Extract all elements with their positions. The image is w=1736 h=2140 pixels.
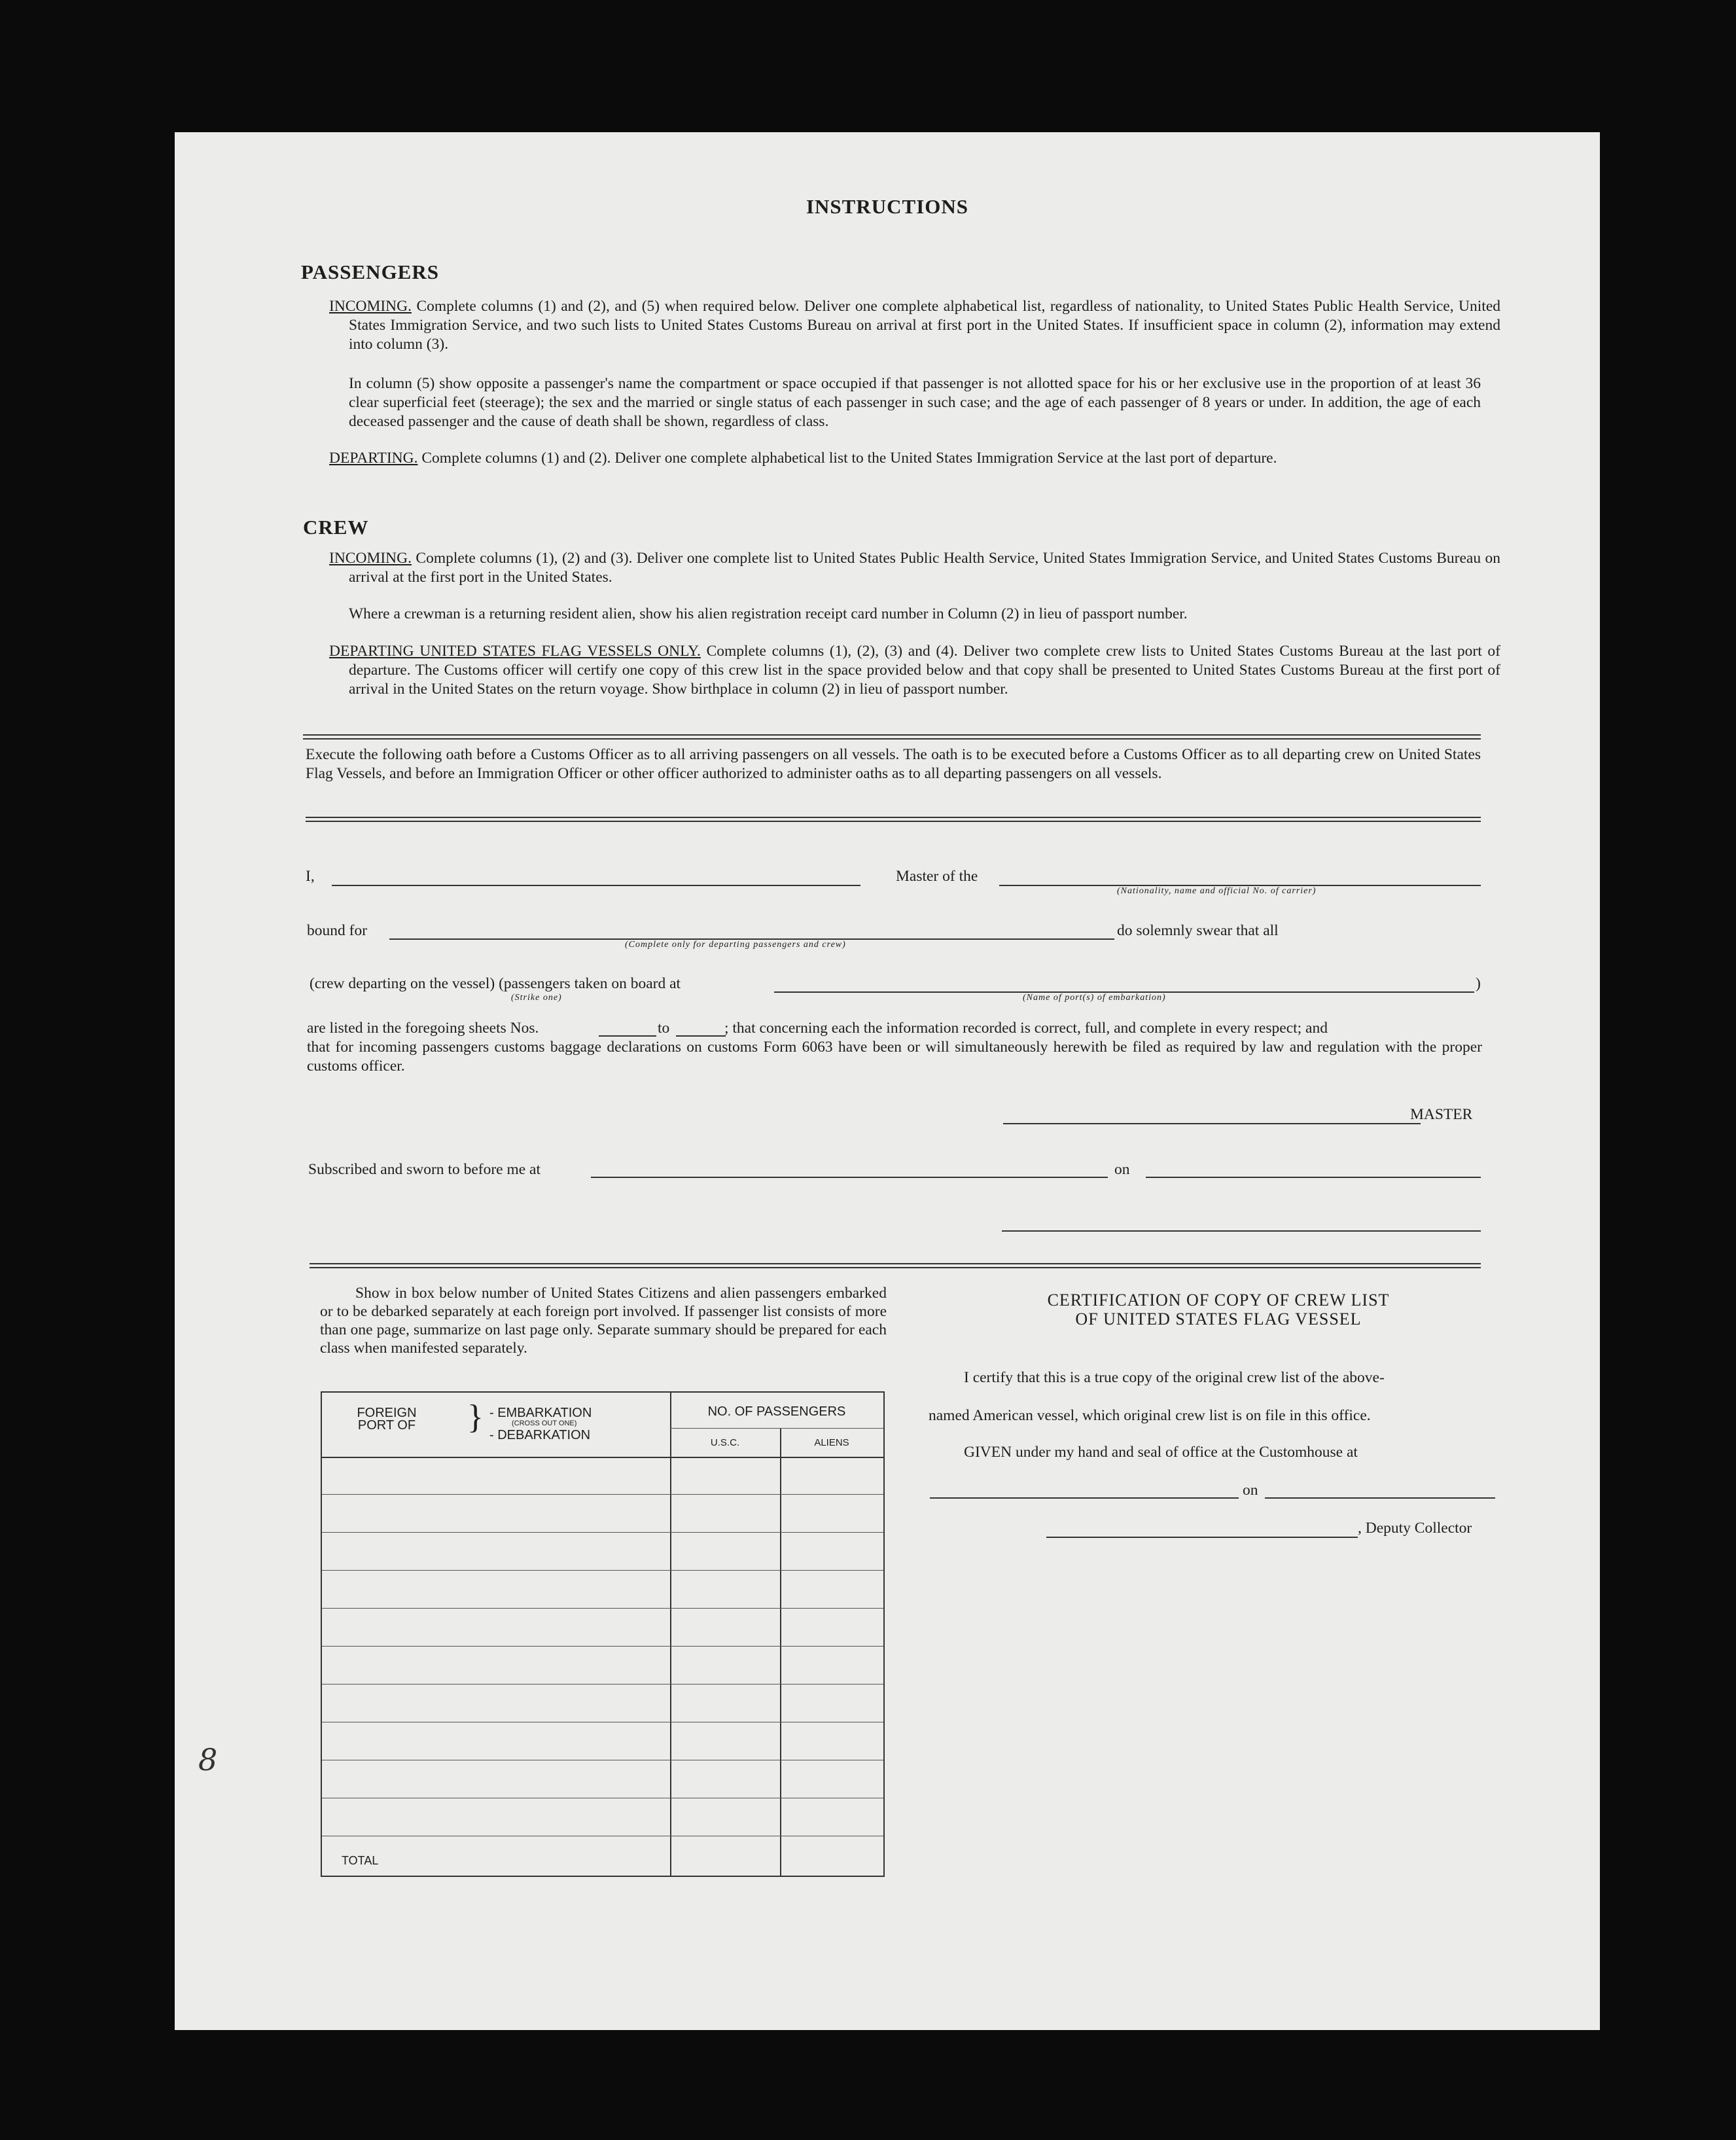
complete-only-caption: (Complete only for departing passengers and crew): [625, 940, 846, 950]
master-name-field[interactable]: [332, 885, 860, 886]
baggage-declaration-text: that for incoming passengers customs baggage declarations on customs Form 6063 have been or will simultaneously herewith be filed as required by law and regulation with the proper customs officer.: [307, 1039, 1482, 1075]
crew-passengers-text: (crew departing on the vessel) (passengers taken on board at: [310, 975, 681, 992]
section-divider: [303, 734, 1481, 740]
certification-date-field[interactable]: [1265, 1497, 1495, 1499]
nationality-caption: (Nationality, name and official No. of carrier): [1117, 886, 1317, 896]
embarkation-label: - EMBARKATION: [489, 1406, 592, 1420]
document-page: [175, 132, 1600, 2030]
master-signature-field[interactable]: [1003, 1123, 1421, 1124]
subscribed-label: Subscribed and sworn to before me at: [308, 1161, 541, 1178]
page-title: INSTRUCTIONS: [806, 195, 968, 218]
crew-departing-text: Complete columns (1), (2), (3) and (4). Deliver two complete crew lists to United States Customs Bureau at the last port of departure. The Customs officer will certify one copy of this crew list in the space provided below and that copy shall be presented to United States Customs Bureau at the first port of arrival in the United States on the return voyage. Show birthplace in column (2) in lieu of passport number.: [349, 643, 1500, 698]
usc-label: U.S.C.: [710, 1437, 740, 1448]
strike-one-caption: (Strike one): [511, 993, 562, 1003]
debarkation-label: - DEBARKATION: [489, 1428, 591, 1442]
customhouse-place-field[interactable]: [930, 1497, 1239, 1499]
certification-on-label: on: [1243, 1482, 1258, 1499]
master-of-label: Master of the: [896, 868, 978, 885]
sworn-place-field[interactable]: [591, 1177, 1108, 1178]
crew-incoming-text: Complete columns (1), (2) and (3). Deliver one complete list to United States Public Health Service, United States Immigration Service, and United States Customs Bureau on arrival at the first port in the United States.: [349, 550, 1500, 586]
margin-handwritten-mark: 8: [198, 1742, 218, 1777]
oath-i-label: I,: [306, 868, 315, 885]
listed-sheets-text: ; that concerning each the information recorded is correct, full, and complete in every respect; and: [724, 1020, 1328, 1037]
passenger-summary-table: [321, 1391, 885, 1877]
passengers-incoming-text: Complete columns (1) and (2), and (5) when required below. Deliver one complete alphabetical list, regardless of nationality, to United States Public Health Service, United States Immigration Service, and two such lists to United States Customs Bureau on arrival at first port in the United States. If insufficient space in column (2), information may extend into column (3).: [349, 298, 1501, 353]
passengers-departing-text: Complete columns (1) and (2). Deliver one complete alphabetical list to the United States Immigration Service at the last port of departure.: [421, 450, 1277, 467]
passengers-incoming-label: INCOMING.: [329, 298, 412, 315]
close-paren: ): [1476, 975, 1481, 992]
certification-text-3: GIVEN under my hand and seal of office at the Customhouse at: [964, 1444, 1358, 1461]
crew-heading: CREW: [303, 516, 369, 539]
port-caption: (Name of port(s) of embarkation): [1023, 993, 1166, 1003]
crew-departing-label: DEPARTING UNITED STATES FLAG VESSELS ONLY.: [329, 643, 701, 660]
total-label: TOTAL: [342, 1854, 379, 1867]
crew-incoming-paragraph: [329, 549, 1500, 587]
passengers-incoming-paragraph: [329, 297, 1500, 354]
bound-for-label: bound for: [307, 922, 368, 939]
sheet-to-field[interactable]: [676, 1035, 726, 1037]
sheet-from-field[interactable]: [599, 1035, 656, 1037]
sheet-to-label: to: [658, 1020, 670, 1037]
officer-signature-field[interactable]: [1002, 1230, 1481, 1232]
summary-instructions: Show in box below number of United States Citizens and alien passengers embarked or to be debarked separately at each foreign port involved. If passenger list consists of more than one page, summarize on last page only. Separate summary should be prepared for each class when manifested separately.: [320, 1285, 887, 1357]
passengers-departing-label: DEPARTING.: [329, 450, 418, 467]
no-passengers-label: NO. OF PASSENGERS: [707, 1404, 846, 1419]
master-signature-label: MASTER: [1410, 1106, 1473, 1123]
listed-sheets-label: are listed in the foregoing sheets Nos.: [307, 1020, 539, 1037]
summary-divider: [310, 1263, 1481, 1268]
certification-title-line2: OF UNITED STATES FLAG VESSEL: [1075, 1310, 1362, 1329]
passengers-column5-paragraph: In column (5) show opposite a passenger's name the compartment or space occupied if that passenger is not allotted space for his or her exclusive use in the proportion of at least 36 clear superficial feet (steerage); the sex and the married or single status of each passenger in such case; and the age of each passenger of 8 years or under. In addition, the age of each deceased passenger and the cause of death shall be shown, regardless of class.: [349, 375, 1481, 430]
passengers-departing-paragraph: [329, 449, 1500, 468]
crew-departing-paragraph: [329, 642, 1500, 699]
certification-text-2: named American vessel, which original crew list is on file in this office.: [929, 1407, 1371, 1424]
deputy-signature-field[interactable]: [1046, 1537, 1358, 1538]
oath-divider: [306, 817, 1481, 822]
aliens-label: ALIENS: [814, 1437, 849, 1448]
cross-out-label: (CROSS OUT ONE): [512, 1419, 577, 1427]
crew-resident-paragraph: Where a crewman is a returning resident alien, show his alien registration receipt card number in Column (2) in lieu of passport number.: [349, 605, 1188, 622]
crew-incoming-label: INCOMING.: [329, 550, 412, 567]
sworn-on-label: on: [1114, 1161, 1130, 1178]
deputy-collector-label: , Deputy Collector: [1358, 1520, 1472, 1537]
solemnly-swear-text: do solemnly swear that all: [1117, 922, 1279, 939]
passengers-heading: PASSENGERS: [301, 260, 439, 283]
oath-intro: Execute the following oath before a Customs Officer as to all arriving passengers on all vessels. The oath is to be executed before a Customs Officer as to all departing crew on United States Flag Vessels, and before an Immigration Officer or other officer authorized to administer oaths as to all departing passengers on all vessels.: [306, 746, 1481, 782]
brace-mark: }: [467, 1399, 484, 1436]
certification-title-line1: CERTIFICATION OF COPY OF CREW LIST: [1047, 1291, 1390, 1310]
sworn-date-field[interactable]: [1146, 1177, 1481, 1178]
certification-title: [934, 1291, 1503, 1329]
foreign-port-label: FOREIGN PORT OF: [357, 1406, 417, 1433]
certification-text-1: I certify that this is a true copy of the original crew list of the above-: [964, 1369, 1385, 1386]
